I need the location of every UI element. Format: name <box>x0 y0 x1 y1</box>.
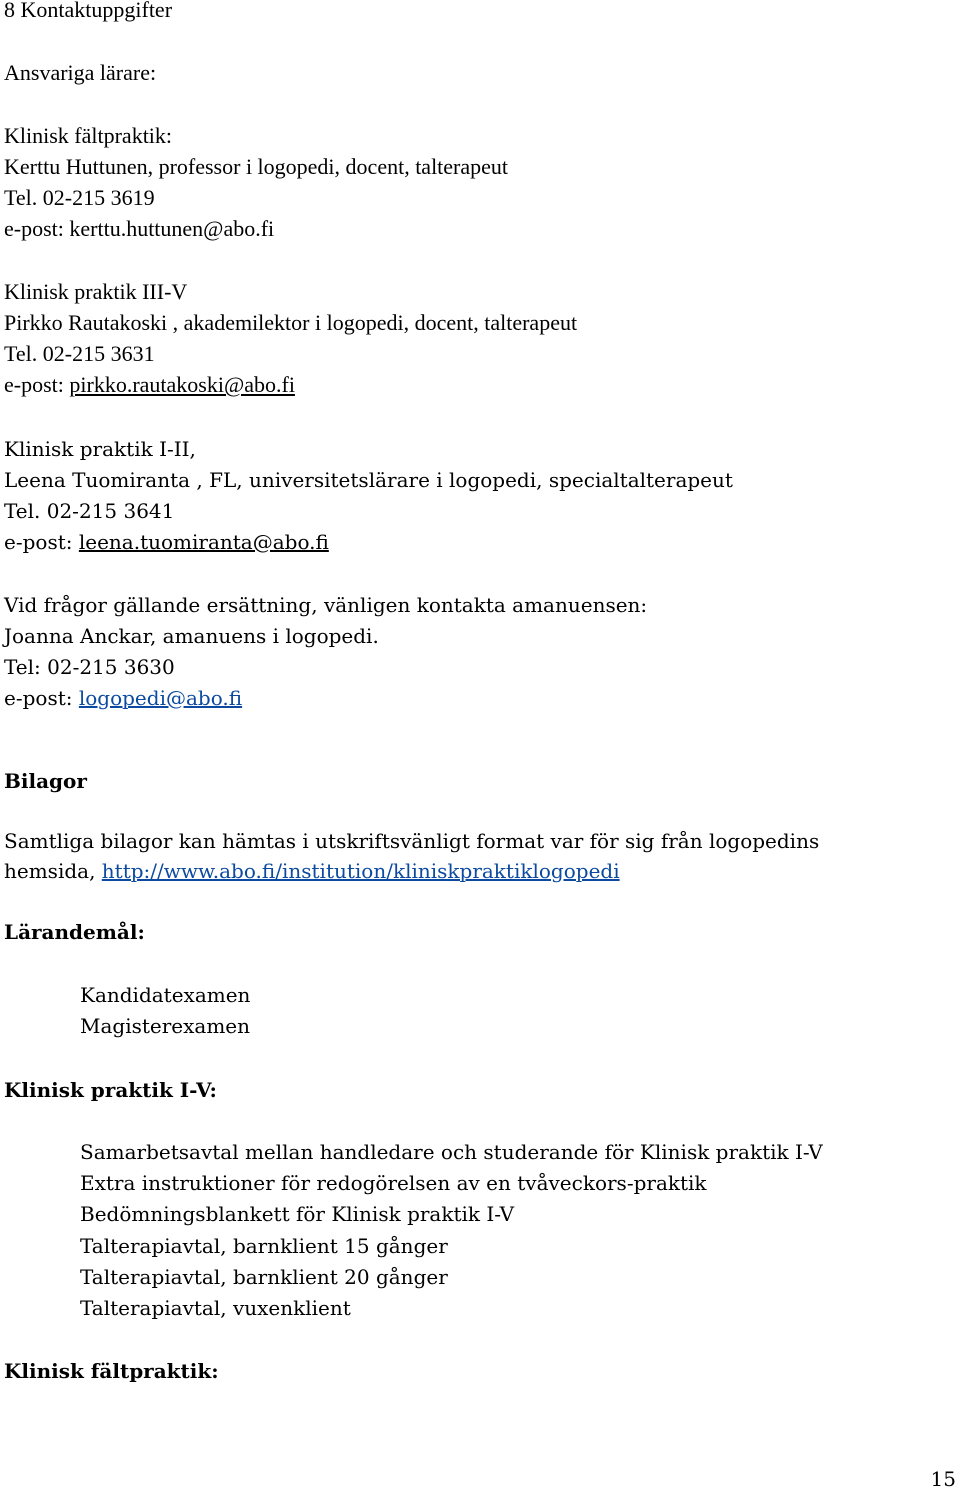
c4-name: Joanna Anckar, amanuens i logopedi. <box>4 624 379 648</box>
bilagor-text-2 <box>4 857 620 885</box>
praktik-item[interactable]: Talterapiavtal, vuxenklient <box>80 1296 351 1320</box>
c4-email <box>4 684 242 712</box>
c4-tel: Tel: 02-215 3630 <box>4 655 175 679</box>
page-number: 15 <box>930 1467 956 1491</box>
c3-label: Klinisk praktik I-II, <box>4 437 196 461</box>
c2-name: Pirkko Rautakoski , akademilektor i logopedi, docent, talterapeut <box>4 310 578 335</box>
c4-email-prefix: e-post: <box>4 686 79 710</box>
c3-email-link[interactable]: leena.tuomiranta@abo.fi <box>78 530 329 554</box>
praktik-heading: Klinisk praktik I-V: <box>4 1078 217 1102</box>
responsible-teachers-label: Ansvariga lärare: <box>4 60 157 85</box>
bilagor-text-prefix: hemsida, <box>4 859 102 883</box>
c2-tel: Tel. 02-215 3631 <box>4 341 155 366</box>
c4-question: Vid frågor gällande ersättning, vänligen kontakta amanuensen: <box>4 593 648 617</box>
c4-email-link[interactable]: logopedi@abo.fi <box>78 686 243 710</box>
section-heading: 8 Kontaktuppgifter <box>4 0 173 22</box>
c3-tel: Tel. 02-215 3641 <box>4 499 175 523</box>
praktik-item[interactable]: Talterapiavtal, barnklient 15 gånger <box>80 1234 448 1258</box>
c2-email-prefix: e-post: <box>4 372 70 397</box>
praktik-item[interactable]: Talterapiavtal, barnklient 20 gånger <box>80 1265 448 1289</box>
bilagor-url-link[interactable]: http://www.abo.fi/institution/kliniskpraktiklogopedi <box>101 859 620 883</box>
praktik-item[interactable]: Bedömningsblankett för Klinisk praktik I-V <box>80 1202 515 1226</box>
larandemal-heading: Lärandemål: <box>4 920 145 944</box>
c1-label: Klinisk fältpraktik: <box>4 123 173 148</box>
larandemal-item[interactable]: Magisterexamen <box>80 1014 251 1038</box>
c2-email <box>4 371 295 399</box>
c1-tel: Tel. 02-215 3619 <box>4 185 155 210</box>
larandemal-item[interactable]: Kandidatexamen <box>80 983 251 1007</box>
bilagor-text: Samtliga bilagor kan hämtas i utskriftsvänligt format var för sig från logopedins <box>4 829 820 853</box>
c1-email: e-post: kerttu.huttunen@abo.fi <box>4 216 275 241</box>
faltpraktik-heading: Klinisk fältpraktik: <box>4 1359 219 1383</box>
c1-name: Kerttu Huttunen, professor i logopedi, docent, talterapeut <box>4 154 509 179</box>
c3-email-prefix: e-post: <box>4 530 79 554</box>
c2-email-link[interactable]: pirkko.rautakoski@abo.fi <box>69 372 295 397</box>
praktik-item[interactable]: Samarbetsavtal mellan handledare och studerande för Klinisk praktik I-V <box>80 1140 823 1164</box>
bilagor-heading: Bilagor <box>4 769 87 793</box>
c3-name: Leena Tuomiranta , FL, universitetslärare i logopedi, specialtalterapeut <box>4 468 733 492</box>
c3-email <box>4 528 329 556</box>
c2-label: Klinisk praktik III-V <box>4 279 188 304</box>
praktik-item[interactable]: Extra instruktioner för redogörelsen av en tvåveckors-praktik <box>80 1171 707 1195</box>
